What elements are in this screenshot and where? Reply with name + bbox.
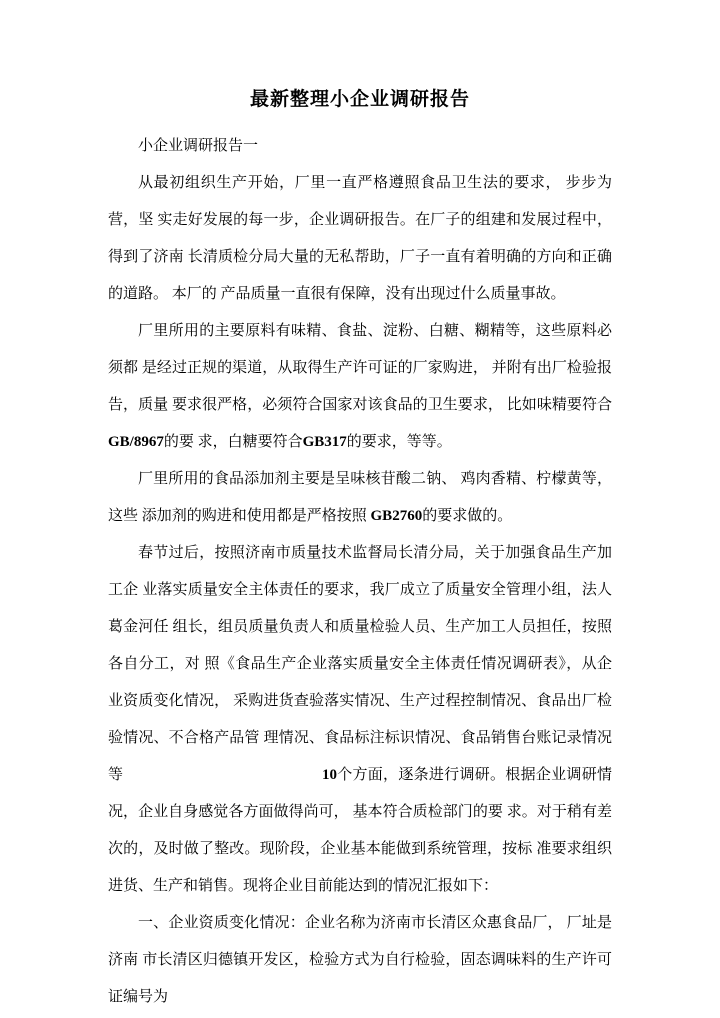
text-run: 春节过后，按照济南市质量技术监督局长清分局，关于加强食品生产加工企 业落实质量安全主体责任的要求，我厂成立了质量安全管理小组，法人葛金河任 组长，组员质量负责人和质量检验人员、生产加工人员担任，按照各自分工，对 照《食品生产企业落实质量安全主体责任情况调研表》，从企业资质变化情况， 采购进货查验落实情况、生产过程控制情况、食品出厂检验情况、不合格产品管 理情况、食品标注标识情况、食品销售台账记录情况等 [108, 545, 612, 783]
text-run-bold: GB2760 [370, 508, 423, 524]
document-title: 最新整理小企业调研报告 [249, 89, 470, 110]
document-body [108, 128, 612, 1016]
text-run-bold: 10 [321, 767, 337, 783]
text-run: 的要 求，白糖要符合 [163, 434, 303, 450]
text-run: 的要求做的。 [422, 508, 513, 524]
paragraph [108, 905, 612, 1016]
text-run: 从最初组织生产开始，厂里一直严格遵照食品卫生法的要求， 步步为营，坚 实走好发展的每一步，企业调研报告。在厂子的组建和发展过程中，得到了济南 长清质检分局大量的无私帮助，厂子一直有着明确的方向和正确的道路。 本厂的 产品质量一直很有保障，没有出现过什么质量事故。 [108, 175, 612, 302]
text-run: 小企业调研报告一 [138, 138, 259, 154]
text-run: 厂里所用的食品添加剂主要是呈味核苷酸二钠、 鸡肉香精、柠檬黄等，这些 添加剂的购进和使用都是严格按照 [108, 471, 612, 524]
text-run: 一、企业资质变化情况：企业名称为济南市长清区众惠食品厂， 厂址是济南 市长清区归德镇开发区，检验方式为自行检验，固态调味料的生产许可证编号为 [108, 915, 612, 1005]
paragraph [108, 128, 612, 165]
paragraph [108, 165, 612, 313]
paragraph [108, 461, 612, 535]
text-run: 厂里所用的主要原料有味精、食盐、淀粉、白糖、糊精等，这些原料必须都 是经过正规的渠道，从取得生产许可证的厂家购进， 并附有出厂检验报告，质量 要求很严格，必须符合国家对该食品的卫生要求， 比如味精要符合 [108, 323, 612, 413]
text-run-bold: GB/8967 [108, 434, 164, 450]
paragraph [108, 535, 612, 905]
paragraph [108, 313, 612, 461]
text-run: 个方面，逐条进行调研。根据企业调研情况，企业自身感觉各方面做得尚可， 基本符合质检部门的要 求。对于稍有差次的，及时做了整改。现阶段，企业基本能做到系统管理，按标 准要求组织进货、生产和销售。现将企业目前能达到的情况汇报如下： [108, 767, 612, 894]
text-run-bold: GB317 [302, 434, 347, 450]
text-run: 的要求，等等。 [346, 434, 452, 450]
